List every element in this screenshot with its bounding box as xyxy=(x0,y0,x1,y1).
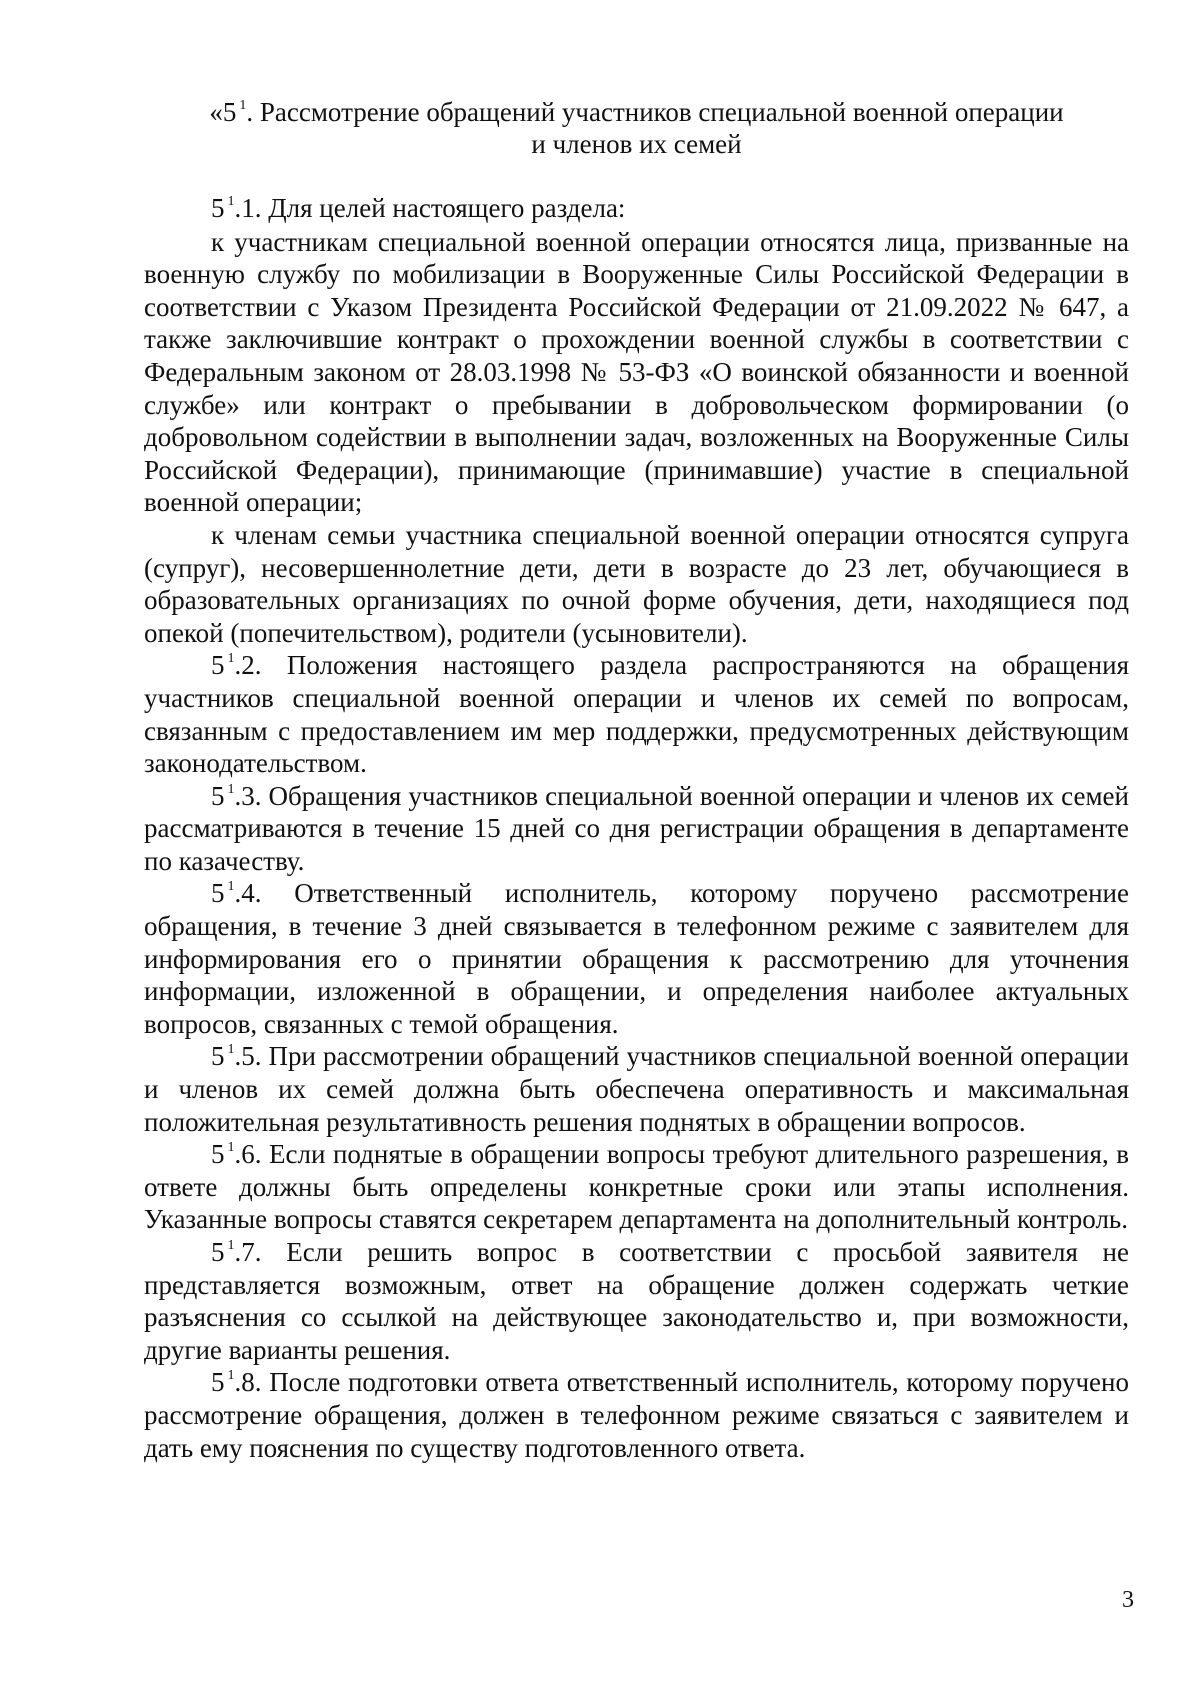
paragraph-number: 5 xyxy=(211,193,225,223)
paragraph-5-1-1 xyxy=(144,192,1129,225)
section-heading xyxy=(144,96,1129,160)
paragraph-5-1-2 xyxy=(144,649,1129,779)
section-title-text: . Рассмотрение обращений участников специальной военной операции xyxy=(246,97,1064,127)
paragraph-5-1-5 xyxy=(144,1040,1129,1138)
page-number: 3 xyxy=(1122,1587,1134,1613)
section-number: «5 xyxy=(209,97,237,127)
paragraph-number: 5 xyxy=(211,1041,225,1072)
paragraph-number: 5 xyxy=(211,1237,225,1267)
paragraph-number: 5 xyxy=(211,650,225,681)
paragraph-text: .6. Если поднятые в обращении вопросы требуют длительного разрешения, в ответе должны быть определены конкретные сроки или этапы исполнения. Указанные вопросы ставятся секретарем департамента на дополнительный контроль. xyxy=(144,1139,1129,1235)
section-heading-line-1 xyxy=(144,96,1129,128)
paragraph-number-superscript: 1 xyxy=(227,879,235,895)
paragraph-text: .1. Для целей настоящего раздела: xyxy=(234,193,626,223)
paragraph-5-1-7 xyxy=(144,1236,1129,1366)
section-heading-line-2: и членов их семей xyxy=(531,129,742,159)
paragraph-number-superscript: 1 xyxy=(227,1042,235,1058)
paragraph-text: к членам семьи участника специальной военной операции относятся супруга (супруг), несовершеннолетние дети, дети в возрасте до 23 лет, обучающиеся в образовательных организациях по очной форме обучения, дети, находящиеся под опекой (попечительством), родители (усыновители). xyxy=(144,519,1129,648)
paragraph-5-1-8 xyxy=(144,1366,1129,1464)
paragraph-participants-definition xyxy=(144,226,1129,519)
paragraph-text: .7. Если решить вопрос в соответствии с просьбой заявителя не представляется возможным, ответ на обращение должен содержать четкие разъяснения со ссылкой на действующее законодательство и, при возможности, другие варианты решения. xyxy=(144,1237,1129,1365)
paragraph-text: .2. Положения настоящего раздела распространяются на обращения участников специальной военной операции и членов их семей по вопросам, связанным с предоставлением им мер поддержки, предусмотренных действующим законодательством. xyxy=(144,650,1129,779)
paragraph-text: .4. Ответственный исполнитель, которому поручено рассмотрение обращения, в течение 3 дней связывается в телефонном режиме с заявителем для информирования его о принятии обращения к рассмотрению для уточнения информации, изложенной в обращении, и определения наиболее актуальных вопросов, связанных с темой обращения. xyxy=(144,878,1129,1039)
paragraph-text: к участникам специальной военной операции относятся лица, призванные на военную службу по мобилизации в Вооруженные Силы Российской Федерации в соответствии с Указом Президента Российской Федерации от 21.09.2022 № 647, а также заключившие контракт о прохождении военной службы в соответствии с Федеральным законом от 28.03.1998 № 53-ФЗ «О воинской обязанности и военной службе» или контракт о пребывании в добровольческом формировании (о добровольном содействии в выполнении задач, возложенных на Вооруженные Силы Российской Федерации), принимающие (принимавшие) участие в специальной военной операции; xyxy=(144,226,1129,518)
paragraph-text: .8. После подготовки ответа ответственный исполнитель, которому поручено рассмотрение обращения, должен в телефонном режиме связаться с заявителем и дать ему пояснения по существу подготовленного ответа. xyxy=(144,1367,1129,1463)
paragraph-number: 5 xyxy=(211,1367,225,1398)
paragraph-text: .5. При рассмотрении обращений участников специальной военной операции и членов их семей должна быть обеспечена оперативность и максимальная положительная результативность решения поднятых в обращении вопросов. xyxy=(144,1041,1129,1137)
paragraph-number: 5 xyxy=(211,780,225,811)
paragraph-number: 5 xyxy=(211,878,225,909)
section-number-superscript: 1 xyxy=(239,98,247,113)
paragraph-family-definition xyxy=(144,519,1129,649)
paragraph-number: 5 xyxy=(211,1139,225,1170)
paragraph-5-1-6 xyxy=(144,1138,1129,1236)
paragraph-number-superscript: 1 xyxy=(227,651,235,667)
paragraph-number-superscript: 1 xyxy=(227,1368,235,1384)
paragraph-5-1-3 xyxy=(144,780,1129,878)
paragraph-number-superscript: 1 xyxy=(227,1140,235,1156)
paragraph-number-superscript: 1 xyxy=(227,781,235,797)
paragraph-number-superscript: 1 xyxy=(227,194,235,209)
document-body xyxy=(144,192,1129,1464)
paragraph-5-1-4 xyxy=(144,877,1129,1040)
paragraph-text: .3. Обращения участников специальной военной операции и членов их семей рассматриваются в течение 15 дней со дня регистрации обращения в департаменте по казачеству. xyxy=(144,780,1129,876)
paragraph-number-superscript: 1 xyxy=(227,1238,235,1253)
